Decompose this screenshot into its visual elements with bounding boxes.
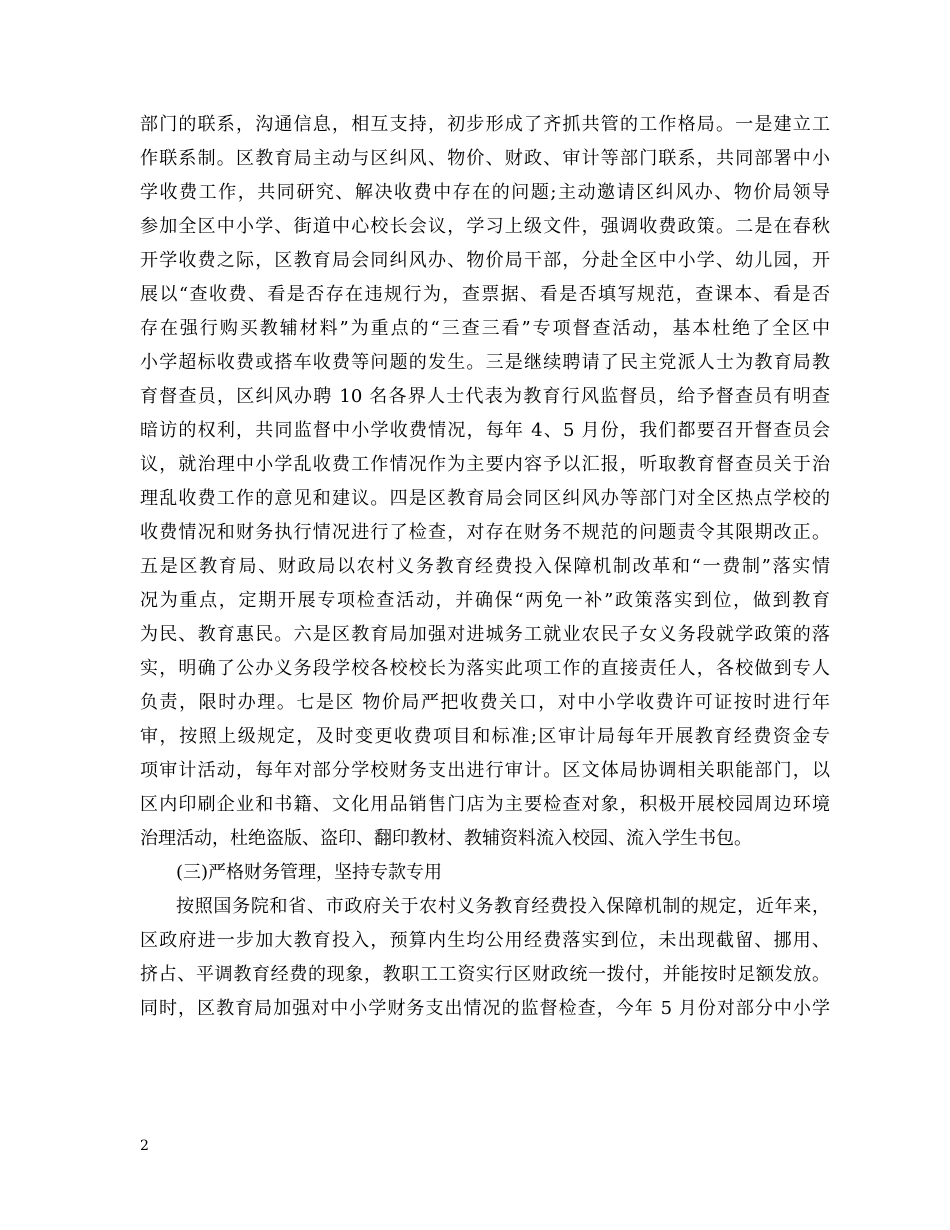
text-line: 理乱收费工作的意见和建议。四是区教育局会同区纠风办等部门对全区热点学校的 bbox=[140, 488, 830, 509]
text-line: 负责，限时办理。七是区 物价局严把收费关口，对中小学收费许可证按时进行年 bbox=[140, 692, 830, 713]
section-heading: (三)严格财务管理，坚持专款专用 bbox=[176, 862, 443, 883]
text-line: 暗访的权利，共同监督中小学收费情况，每年 4、5 月份，我们都要召开督查员会 bbox=[140, 420, 830, 441]
text-line: 况为重点，定期开展专项检查活动，并确保“两免一补”政策落实到位，做到教育 bbox=[140, 590, 830, 611]
text-line: 收费情况和财务执行情况进行了检查，对存在财务不规范的问题责令其限期改正。 bbox=[140, 522, 830, 543]
body-text bbox=[140, 108, 830, 1026]
text-line: 为民、教育惠民。六是区教育局加强对进城务工就业农民子女义务段就学政策的落 bbox=[140, 624, 830, 645]
text-line: 存在强行购买教辅材料”为重点的“三查三看”专项督查活动，基本杜绝了全区中 bbox=[140, 318, 830, 339]
text-line: 作联系制。区教育局主动与区纠风、物价、财政、审计等部门联系，共同部署中小 bbox=[140, 148, 830, 169]
text-line: 开学收费之际，区教育局会同纠风办、物价局干部，分赴全区中小学、幼儿园，开 bbox=[140, 250, 830, 271]
text-line: 实，明确了公办义务段学校各校校长为落实此项工作的直接责任人，各校做到专人 bbox=[140, 658, 830, 679]
text-line: 同时，区教育局加强对中小学财务支出情况的监督检查，今年 5 月份对部分中小学 bbox=[140, 998, 830, 1019]
text-line: 小学超标收费或搭车收费等问题的发生。三是继续聘请了民主党派人士为教育局教 bbox=[140, 352, 830, 373]
text-line: 展以“查收费、看是否存在违规行为，查票据、看是否填写规范，查课本、看是否 bbox=[140, 284, 830, 305]
text-line: 区政府进一步加大教育投入，预算内生均公用经费落实到位，未出现截留、挪用、 bbox=[140, 930, 830, 951]
text-line: 审，按照上级规定，及时变更收费项目和标准;区审计局每年开展教育经费资金专 bbox=[140, 726, 830, 747]
text-line: 项审计活动，每年对部分学校财务支出进行审计。区文体局协调相关职能部门，以 bbox=[140, 760, 830, 781]
text-line: 五是区教育局、财政局以农村义务教育经费投入保障机制改革和“一费制”落实情 bbox=[140, 556, 830, 577]
text-line: 部门的联系，沟通信息，相互支持，初步形成了齐抓共管的工作格局。一是建立工 bbox=[140, 114, 830, 135]
text-line: 区内印刷企业和书籍、文化用品销售门店为主要检查对象，积极开展校园周边环境 bbox=[140, 794, 830, 815]
text-line: 参加全区中小学、街道中心校长会议，学习上级文件，强调收费政策。二是在春秋 bbox=[140, 216, 830, 237]
text-line: 学收费工作，共同研究、解决收费中存在的问题;主动邀请区纠风办、物价局领导 bbox=[140, 182, 830, 203]
text-line: 挤占、平调教育经费的现象，教职工工资实行区财政统一拨付，并能按时足额发放。 bbox=[140, 964, 830, 985]
text-line: 治理活动，杜绝盗版、盗印、翻印教材、教辅资料流入校园、流入学生书包。 bbox=[140, 828, 752, 849]
text-line: 按照国务院和省、市政府关于农村义务教育经费投入保障机制的规定，近年来， bbox=[176, 896, 830, 917]
text-line: 议，就治理中小学乱收费工作情况作为主要内容予以汇报，听取教育督查员关于治 bbox=[140, 454, 830, 475]
page-number: 2 bbox=[140, 1138, 149, 1154]
text-line: 育督查员，区纠风办聘 10 名各界人士代表为教育行风监督员，给予督查员有明查 bbox=[140, 386, 830, 407]
